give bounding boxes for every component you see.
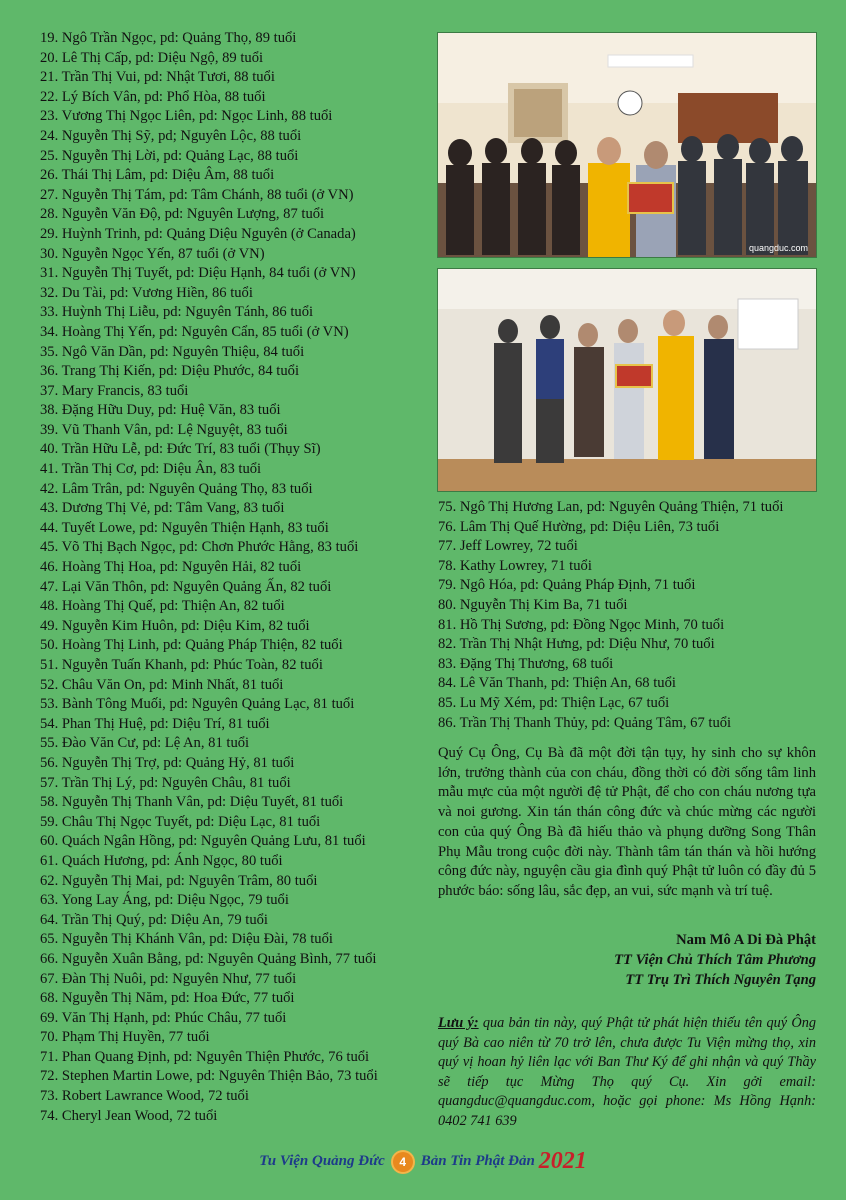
honoree-entry: 21. Trần Thị Vui, pd: Nhật Tươi, 88 tuổi <box>40 69 275 86</box>
honoree-entry: 60. Quách Ngân Hồng, pd: Nguyên Quảng Lưu, 81 tuổi <box>40 833 366 850</box>
honoree-entry: 26. Thái Thị Lâm, pd: Diệu Âm, 88 tuổi <box>40 167 275 184</box>
page-footer <box>0 1148 846 1175</box>
honoree-entry: 38. Đặng Hữu Duy, pd: Huệ Văn, 83 tuổi <box>40 402 281 419</box>
footer-newsletter-title: Bản Tin Phật Đản <box>420 1153 535 1169</box>
congratulation-message: Quý Cụ Ông, Cụ Bà đã một đời tận tụy, hy sinh cho sự khôn lớn, trưởng thành của con cháu, đồng thời có đời sống tâm linh mẫu mực của một người đệ tử Phật, để cho con cháu nương tựa và noi gương. Xin tán thán công đức và chúc mừng các người con của quý Ông Bà đã hiếu thảo và phụng dưỡng Song Thân Phụ Mẫu trong cuộc đời này. Thành tâm tán thán và hồi hướng công đức này, nguyện cầu gia đình quý Phật tử luôn có đầy đủ 5 phước báo: sống lâu, sắc đẹp, an vui, sức mạnh và trí tuệ. <box>438 745 816 899</box>
contact-note <box>438 1014 816 1132</box>
honoree-entry: 74. Cheryl Jean Wood, 72 tuổi <box>40 1107 218 1124</box>
honoree-entry: 20. Lê Thị Cấp, pd: Diệu Ngộ, 89 tuổi <box>40 49 264 66</box>
honoree-entry: 33. Huỳnh Thị Liễu, pd: Nguyên Tánh, 86 tuổi <box>40 304 314 321</box>
honoree-entry: 48. Hoàng Thị Quế, pd: Thiện An, 82 tuổi <box>40 598 285 615</box>
honoree-entry: 37. Mary Francis, 83 tuổi <box>40 382 189 399</box>
honoree-entry: 67. Đàn Thị Nuôi, pd: Nguyên Như, 77 tuổi <box>40 970 297 987</box>
footer-year: 2021 <box>538 1148 587 1174</box>
honoree-entry: 22. Lý Bích Vân, pd: Phổ Hòa, 88 tuổi <box>40 88 266 105</box>
honoree-entry: 44. Tuyết Lowe, pd: Nguyên Thiện Hạnh, 83 tuổi <box>40 519 329 536</box>
honoree-entry: 59. Châu Thị Ngọc Tuyết, pd: Diệu Lạc, 81 tuổi <box>40 813 321 830</box>
honoree-entry: 86. Trần Thị Thanh Thủy, pd: Quảng Tâm, 67 tuổi <box>438 714 732 731</box>
honoree-entry: 64. Trần Thị Quý, pd: Diệu An, 79 tuổi <box>40 911 268 928</box>
honoree-entry: 47. Lại Văn Thôn, pd: Nguyên Quảng Ấn, 82 tuổi <box>40 578 332 595</box>
page-number-badge: 4 <box>393 1152 413 1172</box>
honoree-entry: 81. Hồ Thị Sương, pd: Đồng Ngọc Minh, 70 tuổi <box>438 616 725 633</box>
group-photo-hall <box>437 268 817 492</box>
honoree-entry: 73. Robert Lawrance Wood, 72 tuổi <box>40 1088 249 1105</box>
honoree-entry: 50. Hoàng Thị Linh, pd: Quảng Pháp Thiện, 82 tuổi <box>40 637 343 654</box>
honoree-entry: 62. Nguyễn Thị Mai, pd: Nguyên Trâm, 80 tuổi <box>40 872 318 889</box>
honoree-entry: 45. Võ Thị Bạch Ngọc, pd: Chơn Phước Hằng, 83 tuổi <box>40 539 359 556</box>
honoree-entry: 34. Hoàng Thị Yến, pd: Nguyên Cẩn, 85 tuổi (ở VN) <box>40 323 349 340</box>
honoree-entry: 55. Đào Văn Cư, pd: Lệ An, 81 tuổi <box>40 735 250 752</box>
signature-block <box>438 930 816 990</box>
honoree-entry: 80. Nguyễn Thị Kim Ba, 71 tuổi <box>438 596 628 613</box>
honoree-entry: 66. Nguyễn Xuân Bằng, pd: Nguyên Quảng Bình, 77 tuổi <box>40 950 377 967</box>
honoree-entry: 52. Châu Văn On, pd: Minh Nhất, 81 tuổi <box>40 676 284 693</box>
honoree-entry: 32. Du Tài, pd: Vương Hiền, 86 tuổi <box>40 284 253 301</box>
honoree-entry: 56. Nguyễn Thị Trợ, pd: Quảng Hỷ, 81 tuổi <box>40 754 295 771</box>
honoree-entry: 31. Nguyễn Thị Tuyết, pd: Diệu Hạnh, 84 tuổi (ở VN) <box>40 265 356 282</box>
honoree-entry: 19. Ngô Trần Ngọc, pd: Quảng Thọ, 89 tuổi <box>40 30 297 46</box>
honoree-entry: 61. Quách Hương, pd: Ánh Ngọc, 80 tuổi <box>40 852 283 869</box>
honoree-entry: 53. Bành Tông Muối, pd: Nguyên Quảng Lạc, 81 tuổi <box>40 696 355 713</box>
honoree-entry: 79. Ngô Hóa, pd: Quảng Pháp Định, 71 tuổi <box>438 577 696 594</box>
honoree-entry: 57. Trần Thị Lý, pd: Nguyên Châu, 81 tuổi <box>40 774 291 791</box>
note-label: Lưu ý: <box>438 1015 479 1031</box>
honoree-entry: 83. Đặng Thị Thương, 68 tuổi <box>438 655 614 672</box>
photo-watermark: quangduc.com <box>748 243 808 253</box>
honoree-entry: 24. Nguyễn Thị Sỹ, pd; Nguyên Lộc, 88 tuổi <box>40 127 302 144</box>
honoree-entry: 82. Trần Thị Nhật Hưng, pd: Diệu Như, 70 tuổi <box>438 636 715 653</box>
honoree-entry: 78. Kathy Lowrey, 71 tuổi <box>438 557 592 574</box>
honoree-entry: 85. Lu Mỹ Xém, pd: Thiện Lạc, 67 tuổi <box>438 694 670 711</box>
honoree-list-right <box>438 498 818 733</box>
honoree-entry: 43. Dương Thị Vẻ, pd: Tâm Vang, 83 tuổi <box>40 500 285 517</box>
honoree-entry: 70. Phạm Thị Huyền, 77 tuổi <box>40 1029 210 1046</box>
signature-line-head-monk: TT Trụ Trì Thích Nguyên Tạng <box>625 972 816 988</box>
note-text: qua bản tin này, quý Phật tử phát hiện thiếu tên quý Ông quý Bà cao niên từ 70 trở lên, chưa được Tu Viện mừng thọ, xin quý vị hoan hỷ liên lạc với Ban Thư Ký để ghi nhận và quý Thầy sẽ tiếp tục Mừng Thọ quý Cụ. Xin gởi email: quangduc@quangduc.com, hoặc gọi phone: Ms Hồng Hạnh: 0402 741 639 <box>438 1015 816 1129</box>
honoree-entry: 29. Huỳnh Trinh, pd: Quảng Diệu Nguyên (ở Canada) <box>40 225 356 242</box>
group-photo-indoor <box>437 32 817 258</box>
honoree-entry: 40. Trần Hữu Lễ, pd: Đức Trí, 83 tuổi (Thụy Sĩ) <box>40 441 321 458</box>
honoree-entry: 27. Nguyễn Thị Tám, pd: Tâm Chánh, 88 tuổi (ở VN) <box>40 186 354 203</box>
honoree-entry: 51. Nguyễn Tuấn Khanh, pd: Phúc Toàn, 82 tuổi <box>40 657 323 673</box>
honoree-entry: 76. Lâm Thị Quế Hường, pd: Diệu Liên, 73 tuổi <box>438 518 720 535</box>
honoree-entry: 65. Nguyễn Thị Khánh Vân, pd: Diệu Đài, 78 tuổi <box>40 931 333 948</box>
honoree-entry: 42. Lâm Trân, pd: Nguyên Quảng Thọ, 83 tuổi <box>40 480 313 497</box>
signature-line-abbot: TT Viện Chủ Thích Tâm Phương <box>614 952 816 968</box>
honoree-entry: 36. Trang Thị Kiến, pd: Diệu Phước, 84 tuổi <box>40 363 299 380</box>
honoree-entry: 75. Ngô Thị Hương Lan, pd: Nguyên Quảng Thiện, 71 tuổi <box>438 499 784 515</box>
honoree-entry: 71. Phan Quang Định, pd: Nguyên Thiện Phước, 76 tuổi <box>40 1048 370 1065</box>
signature-line-prayer: Nam Mô A Di Đà Phật <box>676 932 816 948</box>
honoree-entry: 77. Jeff Lowrey, 72 tuổi <box>438 538 578 555</box>
honoree-entry: 68. Nguyễn Thị Năm, pd: Hoa Đức, 77 tuổi <box>40 990 295 1007</box>
honoree-entry: 69. Văn Thị Hạnh, pd: Phúc Châu, 77 tuổi <box>40 1009 287 1026</box>
honoree-entry: 63. Yong Lay Áng, pd: Diệu Ngọc, 79 tuổi <box>40 892 289 909</box>
honoree-entry: 35. Ngô Văn Dần, pd: Nguyên Thiệu, 84 tuổi <box>40 343 305 360</box>
honoree-entry: 58. Nguyễn Thị Thanh Vân, pd: Diệu Tuyết, 81 tuổi <box>40 794 344 811</box>
honoree-entry: 25. Nguyễn Thị Lời, pd: Quảng Lạc, 88 tuổi <box>40 147 299 164</box>
footer-monastery-name: Tu Viện Quảng Đức <box>259 1153 385 1169</box>
honoree-entry: 54. Phan Thị Huệ, pd: Diệu Trí, 81 tuổi <box>40 715 270 732</box>
honoree-entry: 72. Stephen Martin Lowe, pd: Nguyên Thiện Bảo, 73 tuổi <box>40 1068 378 1085</box>
honoree-entry: 28. Nguyễn Văn Độ, pd: Nguyên Lượng, 87 tuổi <box>40 206 325 223</box>
honoree-entry: 46. Hoàng Thị Hoa, pd: Nguyên Hải, 82 tuổi <box>40 559 302 576</box>
honoree-list-left <box>40 29 432 1126</box>
honoree-entry: 49. Nguyễn Kim Huôn, pd: Diệu Kim, 82 tuổi <box>40 617 310 634</box>
honoree-entry: 23. Vương Thị Ngọc Liên, pd: Ngọc Linh, 88 tuổi <box>40 108 333 125</box>
honoree-entry: 30. Nguyễn Ngọc Yến, 87 tuổi (ở VN) <box>40 245 265 262</box>
honoree-entry: 39. Vũ Thanh Vân, pd: Lệ Nguyệt, 83 tuổi <box>40 421 288 438</box>
honoree-entry: 84. Lê Văn Thanh, pd: Thiện An, 68 tuổi <box>438 675 676 692</box>
honoree-entry: 41. Trần Thị Cơ, pd: Diệu Ân, 83 tuổi <box>40 461 262 478</box>
